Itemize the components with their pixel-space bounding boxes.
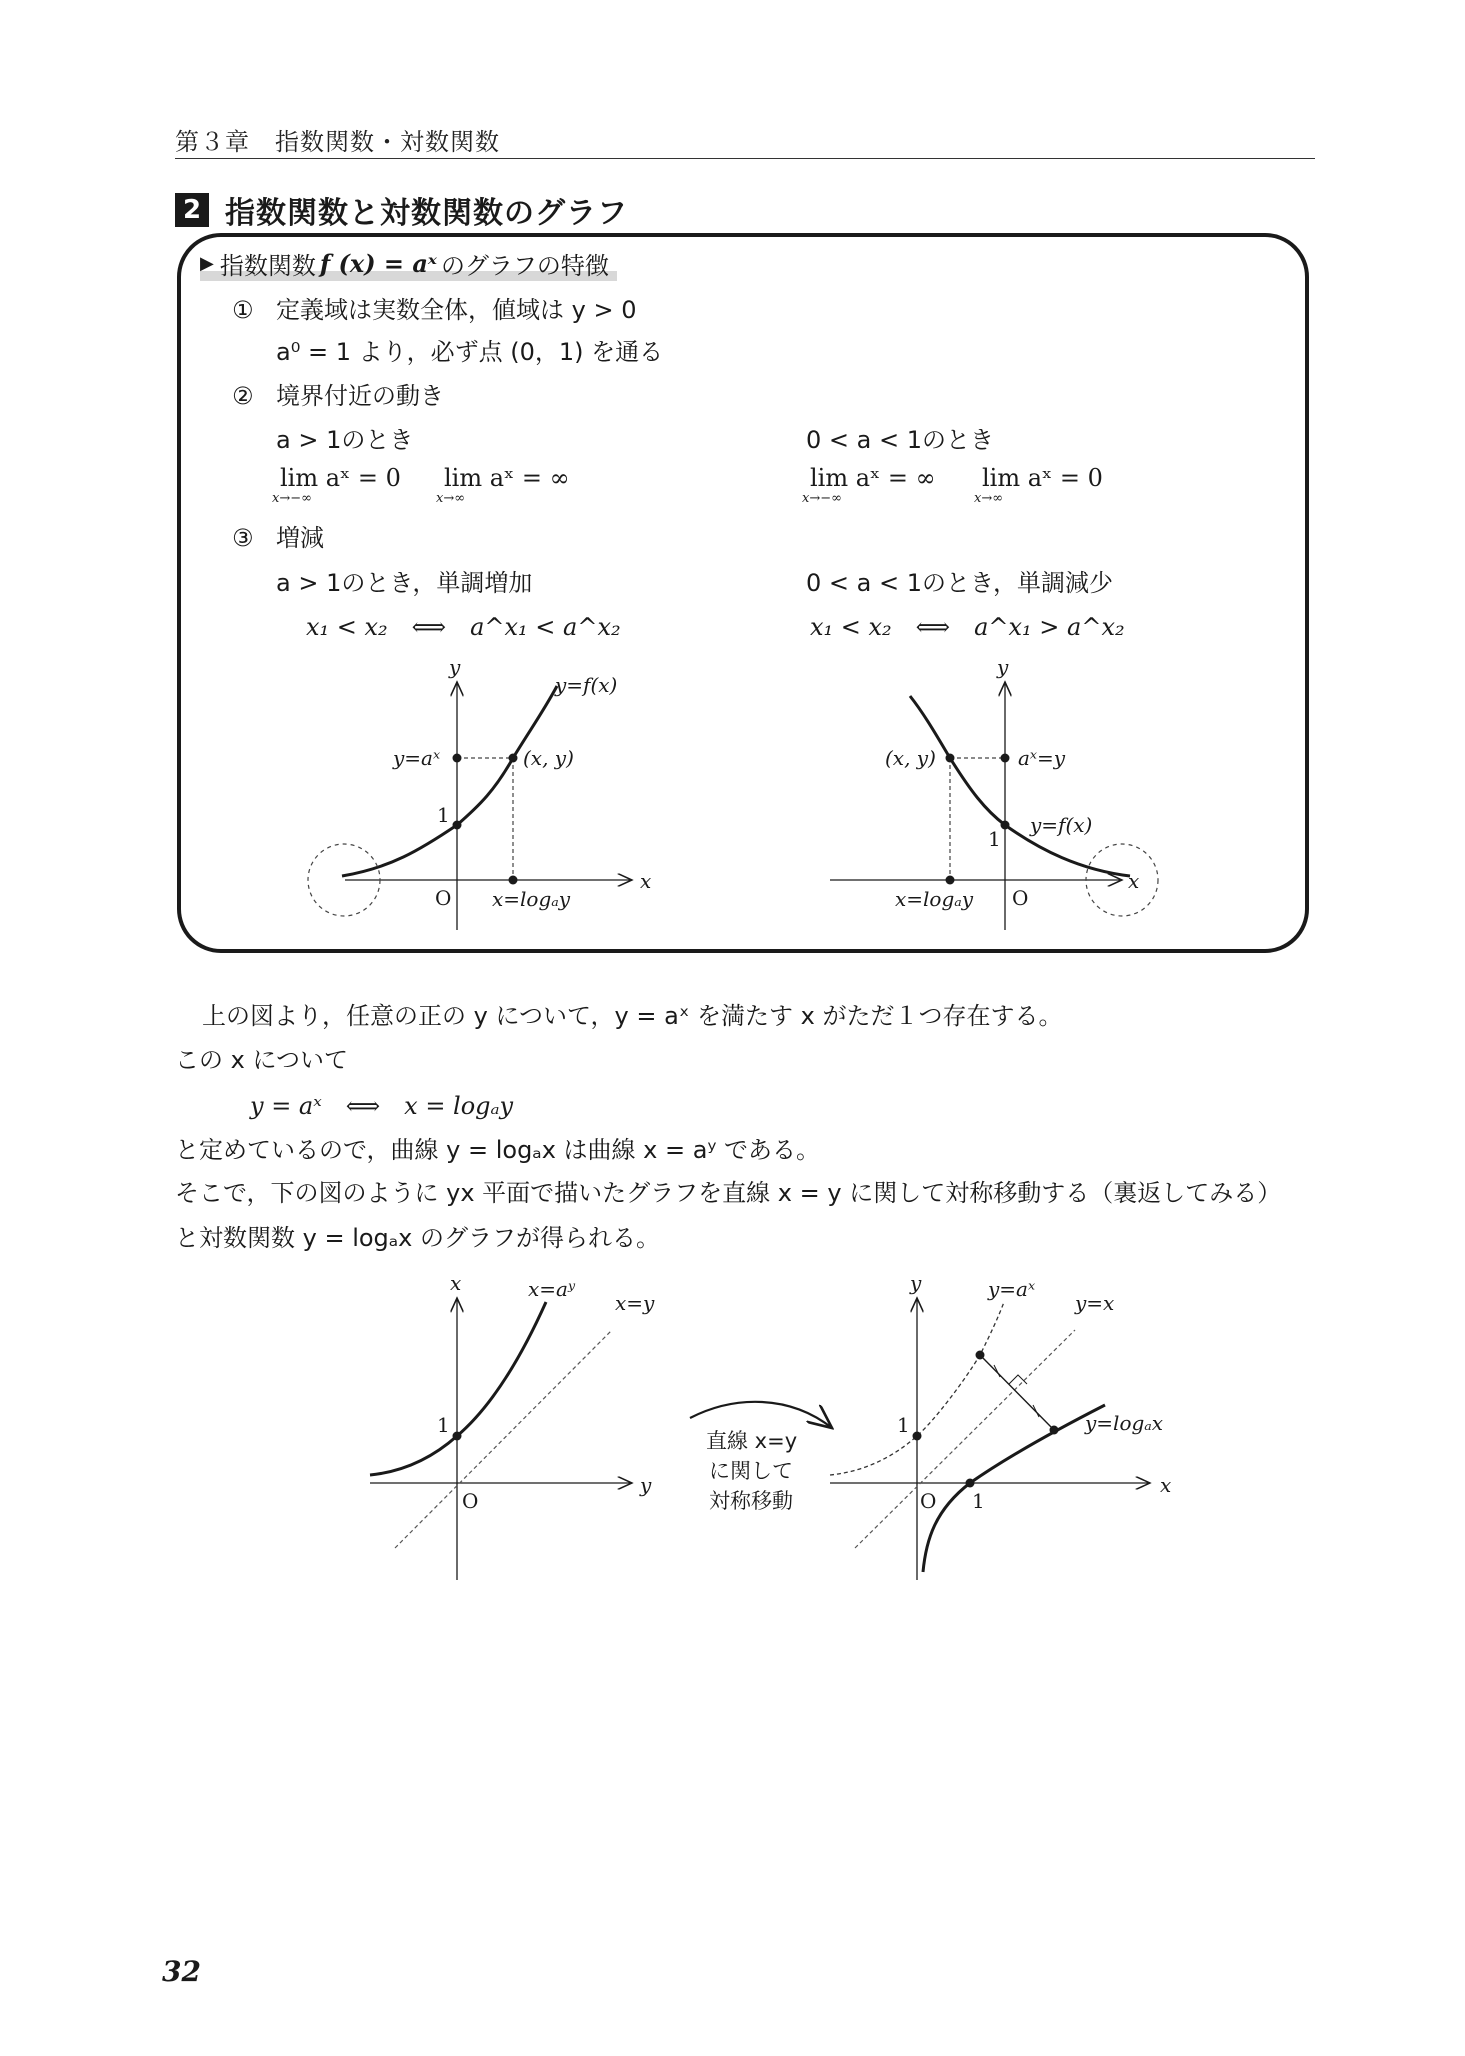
item-3-number: ③ (232, 524, 254, 552)
paragraph-6: と対数関数 y = logₐx のグラフが得られる。 (175, 1224, 661, 1252)
v-axis-label: y (910, 1271, 922, 1295)
curve-label: x=aʸ (528, 1277, 576, 1301)
transform-label-line-3: 対称移動 (709, 1489, 793, 1513)
chapter-header: 第３章 指数関数・対数関数 (175, 128, 500, 156)
origin-label: O (1012, 886, 1029, 910)
y-axis-label: y (449, 655, 461, 679)
increase-text: a > 1のとき，単調増加 (276, 569, 533, 597)
section-number: 2 (175, 193, 209, 227)
point-marker (1050, 1426, 1059, 1435)
one-label: 1 (988, 827, 1001, 851)
section-title: 指数関数と対数関数のグラフ (225, 196, 628, 231)
triangle-icon: ▶ (200, 253, 214, 274)
exp-curve-label: y=aˣ (988, 1277, 1036, 1301)
item-2-number: ② (232, 382, 254, 410)
limit-right-1-sub: x→−∞ (802, 491, 842, 506)
paragraph-3: y = aˣ ⟺ x = logₐy (250, 1092, 514, 1120)
item-3-text: 増減 (276, 524, 324, 552)
limit-left-1-expr: lim aˣ = 0 (280, 464, 401, 492)
limit-right-2-expr: lim aˣ = 0 (982, 464, 1103, 492)
diagonal-label: y=x (1075, 1291, 1115, 1315)
point-marker (966, 1479, 975, 1488)
point-marker (913, 1432, 922, 1441)
paragraph-5: そこで，下の図のように yx 平面で描いたグラフを直線 x = y に関して対称移動する（裏返してみる） (175, 1179, 1282, 1207)
one-label: 1 (437, 1413, 450, 1437)
limit-right-1-expr: lim aˣ = ∞ (810, 464, 936, 492)
x-mark-label: x=logₐy (492, 887, 571, 911)
transform-label-line-1: 直線 x=y (706, 1429, 798, 1453)
curve-label: y=f(x) (555, 673, 618, 697)
reflection-segment (980, 1355, 1054, 1430)
limit-left-1-sub: x→−∞ (272, 491, 312, 506)
limit-left-2-expr: lim aˣ = ∞ (444, 464, 570, 492)
origin-label: O (920, 1489, 937, 1513)
box-heading-formula: f (x) = aˣ (319, 249, 437, 278)
transform-label-line-2: に関して (709, 1459, 793, 1483)
item-1-sub: a⁰ = 1 より，必ず点 (0，1) を通る (276, 338, 664, 366)
v-axis-label: x (450, 1271, 462, 1295)
y-mark-label: y=aˣ (393, 746, 441, 770)
x-mark-label: x=logₐy (895, 887, 974, 911)
curve-label: y=f(x) (1030, 813, 1093, 837)
one-x-label: 1 (972, 1489, 985, 1513)
log-curve-label: y=logₐx (1085, 1411, 1164, 1435)
limit-right-2-sub: x→∞ (974, 491, 1004, 506)
limit-left-2-sub: x→∞ (436, 491, 466, 506)
log-curve (923, 1405, 1105, 1572)
origin-label: O (462, 1489, 479, 1513)
h-axis-label: x (1160, 1473, 1172, 1497)
point-label: (x, y) (523, 746, 574, 770)
h-axis-label: y (640, 1473, 652, 1497)
item-2-text: 境界付近の動き (276, 382, 444, 410)
paragraph-2: この x について (175, 1046, 348, 1074)
item-1-number: ① (232, 296, 254, 324)
point-marker (976, 1351, 985, 1360)
page-number: 32 (162, 1955, 201, 1988)
one-label: 1 (437, 803, 450, 827)
decrease-relation: x₁ < x₂ ⟺ a^x₁ > a^x₂ (810, 613, 1125, 641)
tick-mark (1033, 1405, 1039, 1417)
decrease-text: 0 < a < 1のとき，単調減少 (806, 569, 1114, 597)
y-axis-label: y (997, 655, 1009, 679)
paragraph-1: 上の図より，任意の正の y について，y = aˣ を満たす x がただ１つ存在する。 (202, 1002, 1063, 1030)
one-y-label: 1 (897, 1413, 910, 1437)
item-1-text: 定義域は実数全体，値域は y > 0 (276, 296, 637, 324)
box-heading-prefix: 指数関数 (219, 252, 316, 280)
origin-label: O (435, 886, 452, 910)
cond-right: 0 < a < 1のとき (806, 426, 994, 454)
increase-relation: x₁ < x₂ ⟺ a^x₁ < a^x₂ (306, 613, 621, 641)
box-heading-suffix: のグラフの特徴 (440, 252, 609, 280)
diagonal-label: x=y (615, 1291, 655, 1315)
cond-left: a > 1のとき (276, 426, 414, 454)
x-axis-label: x (640, 869, 652, 893)
x-axis-label: x (1128, 869, 1140, 893)
point-label: (x, y) (885, 746, 936, 770)
y-mark-label: aˣ=y (1018, 746, 1066, 770)
paragraph-4: と定めているので，曲線 y = logₐx は曲線 x = aʸ である。 (175, 1136, 821, 1164)
